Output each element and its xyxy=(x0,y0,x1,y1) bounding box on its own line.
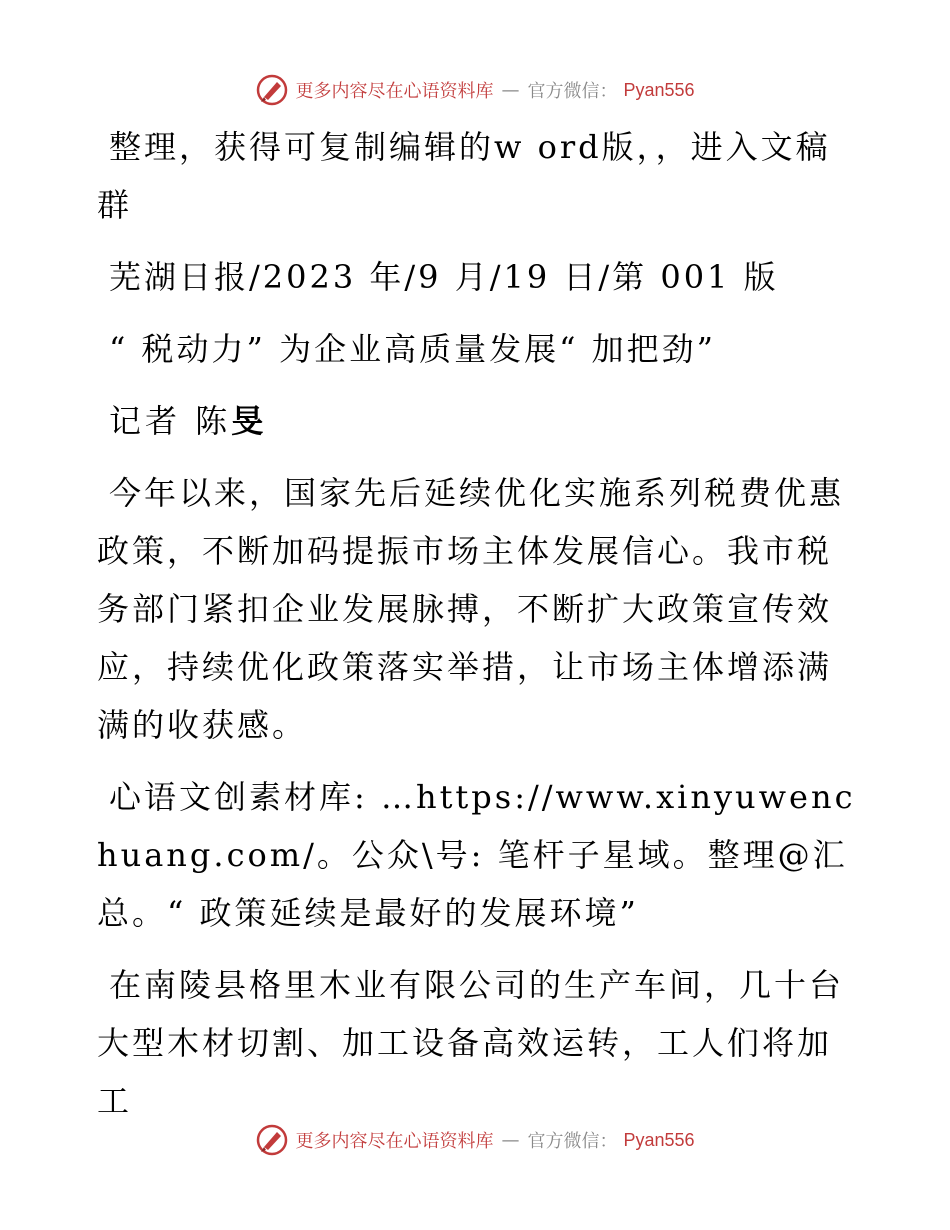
watermark-text: 更多内容尽在心语资料库 xyxy=(295,81,494,102)
pen-nib-logo-icon xyxy=(255,73,289,107)
paragraph-body: 在南陵县格里木业有限公司的生产车间，几十台大型木材切割、加工设备高效运转，工人们将加工 xyxy=(97,966,845,1120)
document-body xyxy=(97,118,857,1144)
byline-prefix: 记者 陈 xyxy=(109,402,232,440)
watermark-label: 官方微信： xyxy=(527,1131,618,1152)
paragraph-intro: 整理，获得可复制编辑的w ord版，，进入文稿群 xyxy=(97,128,831,224)
paragraph-lead: 今年以来，国家先后延续优化实施系列税费优惠政策，不断加码提振市场主体发展信心。我市税务部门紧扣企业发展脉搏，不断扩大政策宣传效应，持续优化政策落实举措，让市场主体增添满满的收获感。 xyxy=(97,474,845,744)
watermark-wechat-id: Pyan556 xyxy=(623,79,695,100)
watermark-wechat-id: Pyan556 xyxy=(623,1129,695,1150)
watermark-banner-bottom xyxy=(0,1120,950,1160)
watermark-separator: — xyxy=(501,1129,520,1151)
watermark-label: 官方微信： xyxy=(527,81,618,102)
watermark-text: 更多内容尽在心语资料库 xyxy=(295,1131,494,1152)
byline-name-last: 旻 xyxy=(231,402,268,440)
paragraph-promo: 心语文创素材库: …https://www.xinyuwenchuang.com/。公众\号: 笔杆子星域。整理@汇总。“ 政策延续是最好的发展环境” xyxy=(97,778,856,932)
paragraph-headline: “ 税动力” 为企业高质量发展“ 加把劲” xyxy=(109,330,716,368)
watermark-separator: — xyxy=(501,79,520,101)
paragraph-source: 芜湖日报/2023 年/9 月/19 日/第 001 版 xyxy=(109,258,779,296)
watermark-banner-top xyxy=(0,70,950,110)
byline xyxy=(97,392,857,450)
pen-nib-logo-icon xyxy=(255,1123,289,1157)
